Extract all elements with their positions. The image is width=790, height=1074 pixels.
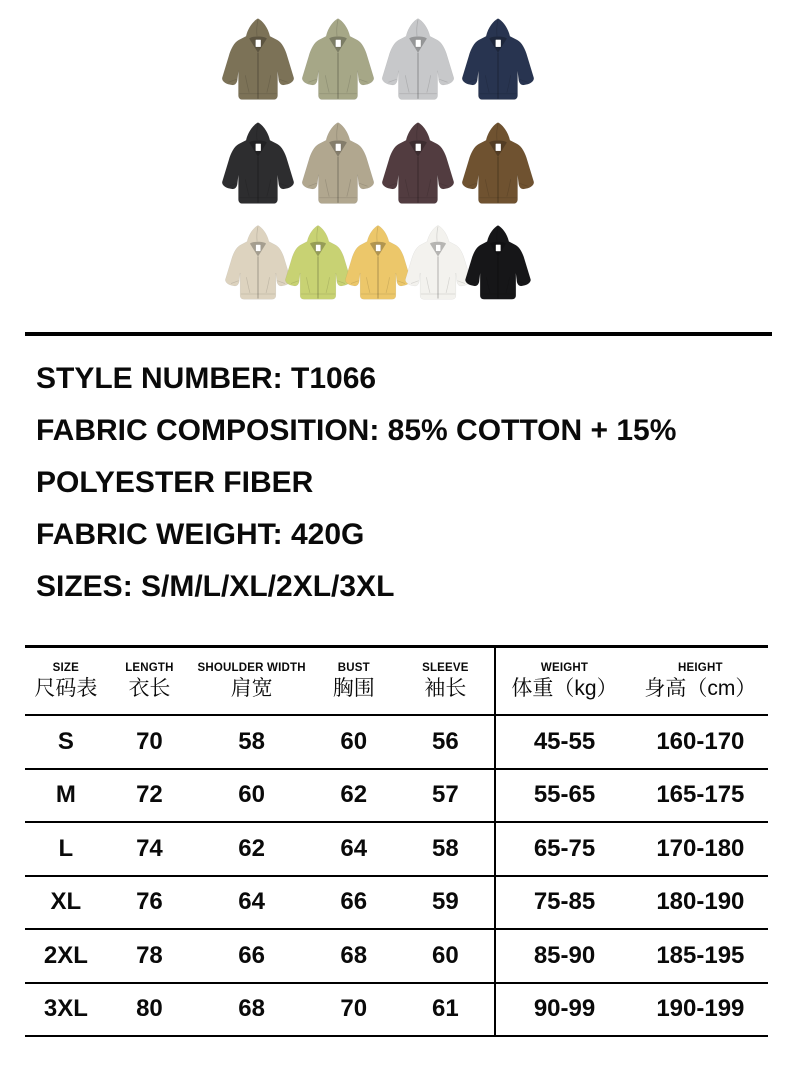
cell-sleeve: 57 [396, 769, 495, 823]
cell-weight: 65-75 [495, 822, 632, 876]
table-row-2xl [25, 929, 768, 983]
hoodie-olive [218, 17, 298, 103]
cell-height: 160-170 [633, 715, 768, 769]
cell-sleeve: 59 [396, 876, 495, 930]
hoodie-navy [458, 17, 538, 103]
header-length-zh: 衣长 [128, 676, 171, 700]
header-sleeve-zh: 袖长 [424, 676, 467, 700]
hoodie-heather-gray [378, 17, 458, 103]
header-cell-size [25, 647, 107, 716]
header-cell-length [107, 647, 192, 716]
cell-length: 78 [107, 929, 192, 983]
cell-shoulder: 66 [192, 929, 311, 983]
cell-weight: 45-55 [495, 715, 632, 769]
cell-shoulder: 64 [192, 876, 311, 930]
hoodie-jet-black [463, 224, 533, 310]
size-chart-header-row [25, 647, 768, 716]
table-row-m [25, 769, 768, 823]
header-shoulder-en: SHOULDER WIDTH [197, 661, 306, 674]
cell-sleeve: 60 [396, 929, 495, 983]
product-specs [36, 353, 776, 613]
cell-sleeve: 61 [396, 983, 495, 1037]
header-cell-weight [495, 647, 632, 716]
cell-bust: 62 [311, 769, 396, 823]
cell-bust: 66 [311, 876, 396, 930]
cell-height: 165-175 [633, 769, 768, 823]
cell-bust: 70 [311, 983, 396, 1037]
hoodie-brown [458, 121, 538, 207]
cell-weight: 90-99 [495, 983, 632, 1037]
header-cell-bust [311, 647, 396, 716]
cell-height: 170-180 [633, 822, 768, 876]
header-weight-en: WEIGHT [540, 661, 589, 674]
cell-weight: 55-65 [495, 769, 632, 823]
hoodie-sage-green [298, 17, 378, 103]
table-row-xl [25, 876, 768, 930]
header-height-zh: 身高（cm） [644, 676, 757, 700]
cell-size: M [25, 769, 107, 823]
header-bust-zh: 胸围 [332, 676, 375, 700]
cell-length: 76 [107, 876, 192, 930]
cell-size: XL [25, 876, 107, 930]
cell-height: 185-195 [633, 929, 768, 983]
table-row-3xl [25, 983, 768, 1037]
hoodie-dark-coffee [378, 121, 458, 207]
cell-length: 72 [107, 769, 192, 823]
cell-length: 80 [107, 983, 192, 1037]
cell-bust: 60 [311, 715, 396, 769]
cell-shoulder: 62 [192, 822, 311, 876]
header-weight-zh: 体重（kg） [511, 676, 618, 700]
style-number-line: STYLE NUMBER: T1066 [36, 362, 377, 395]
fabric-composition-line: FABRIC COMPOSITION: 85% COTTON + 15% [36, 414, 677, 447]
cell-bust: 68 [311, 929, 396, 983]
sizes-line: SIZES: S/M/L/XL/2XL/3XL [36, 570, 395, 603]
header-cell-height [633, 647, 768, 716]
cell-size: S [25, 715, 107, 769]
gallery-row-2 [218, 121, 538, 207]
header-cell-shoulder-width [192, 647, 311, 716]
cell-size: L [25, 822, 107, 876]
cell-sleeve: 58 [396, 822, 495, 876]
header-cell-sleeve [396, 647, 495, 716]
header-bust-en: BUST [337, 661, 370, 674]
header-length-en: LENGTH [125, 661, 174, 674]
header-size-zh: 尺码表 [34, 676, 98, 700]
gallery-row-3 [228, 224, 528, 310]
cell-height: 190-199 [633, 983, 768, 1037]
cell-shoulder: 68 [192, 983, 311, 1037]
hoodie-khaki [298, 121, 378, 207]
cell-shoulder: 60 [192, 769, 311, 823]
fabric-composition-line-2: POLYESTER FIBER [36, 466, 314, 499]
fabric-weight-line: FABRIC WEIGHT: 420G [36, 518, 365, 551]
hoodie-black [218, 121, 298, 207]
table-row-s [25, 715, 768, 769]
header-sleeve-en: SLEEVE [422, 661, 469, 674]
colorway-gallery [0, 0, 790, 330]
cell-height: 180-190 [633, 876, 768, 930]
table-row-l [25, 822, 768, 876]
cell-sleeve: 56 [396, 715, 495, 769]
cell-weight: 85-90 [495, 929, 632, 983]
header-height-en: HEIGHT [678, 661, 723, 674]
cell-bust: 64 [311, 822, 396, 876]
header-shoulder-zh: 肩宽 [230, 676, 273, 700]
gallery-row-1 [218, 17, 538, 103]
cell-shoulder: 58 [192, 715, 311, 769]
cell-length: 70 [107, 715, 192, 769]
cell-length: 74 [107, 822, 192, 876]
size-chart-table [25, 645, 768, 1037]
cell-size: 3XL [25, 983, 107, 1037]
cell-weight: 75-85 [495, 876, 632, 930]
cell-size: 2XL [25, 929, 107, 983]
section-divider [25, 332, 772, 336]
header-size-en: SIZE [52, 661, 80, 674]
